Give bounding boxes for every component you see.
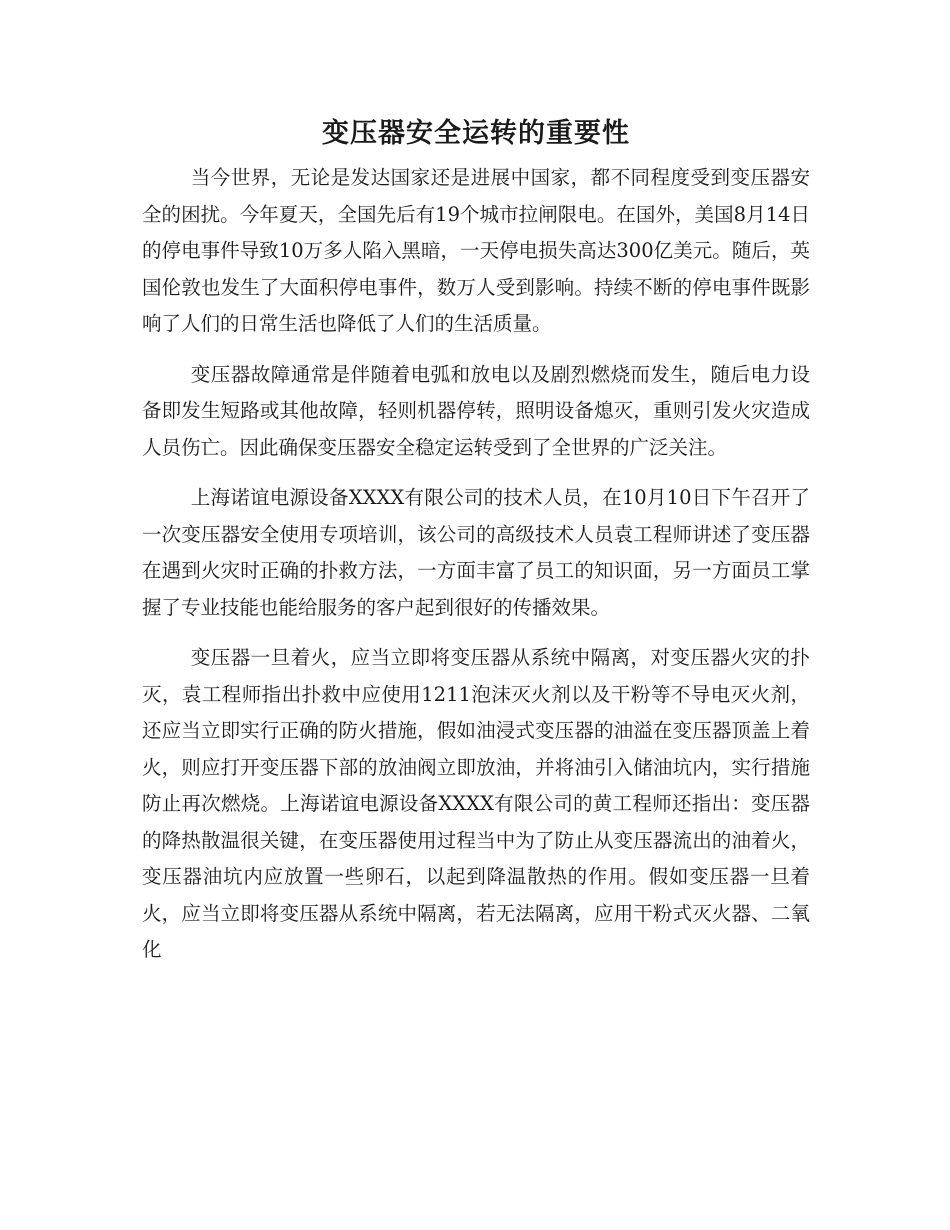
document-page [142, 108, 810, 983]
paragraph-1: 当今世界，无论是发达国家还是进展中国家，都不同程度受到变压器安全的困扰。今年夏天，全国先后有19个城市拉闸限电。在国外，美国8月14日的停电事件导致10万多人陷入黑暗，一天停电损失高达300亿美元。随后，英国伦敦也发生了大面积停电事件，数万人受到影响。持续不断的停电事件既影响了人们的日常生活也降低了人们的生活质量。 [142, 166, 810, 335]
paragraph-4: 变压器一旦着火，应当立即将变压器从系统中隔离，对变压器火灾的扑灭，袁工程师指出扑救中应使用1211泡沫灭火剂以及干粉等不导电灭火剂，还应当立即实行正确的防火措施，假如油浸式变压器的油溢在变压器顶盖上着火，则应打开变压器下部的放油阀立即放油，并将油引入储油坑内，实行措施防止再次燃烧。上海诺谊电源设备XXXX有限公司的黄工程师还指出：变压器的降热散温很关键，在变压器使用过程当中为了防止从变压器流出的油着火，变压器油坑内应放置一些卵石，以起到降温散热的作用。假如变压器一旦着火，应当立即将变压器从系统中隔离，若无法隔离，应用干粉式灭火器、二氧化 [142, 646, 810, 961]
paragraph-2: 变压器故障通常是伴随着电弧和放电以及剧烈燃烧而发生，随后电力设备即发生短路或其他故障，轻则机器停转，照明设备熄灭，重则引发火灾造成人员伤亡。因此确保变压器安全稳定运转受到了全世界的广泛关注。 [142, 362, 810, 459]
document-title: 变压器安全运转的重要性 [322, 118, 630, 149]
paragraph-3: 上海诺谊电源设备XXXX有限公司的技术人员，在10月10日下午召开了一次变压器安全使用专项培训，该公司的高级技术人员袁工程师讲述了变压器在遇到火灾时正确的扑救方法，一方面丰富了员工的知识面，另一方面员工掌握了专业技能也能给服务的客户起到很好的传播效果。 [142, 486, 810, 619]
